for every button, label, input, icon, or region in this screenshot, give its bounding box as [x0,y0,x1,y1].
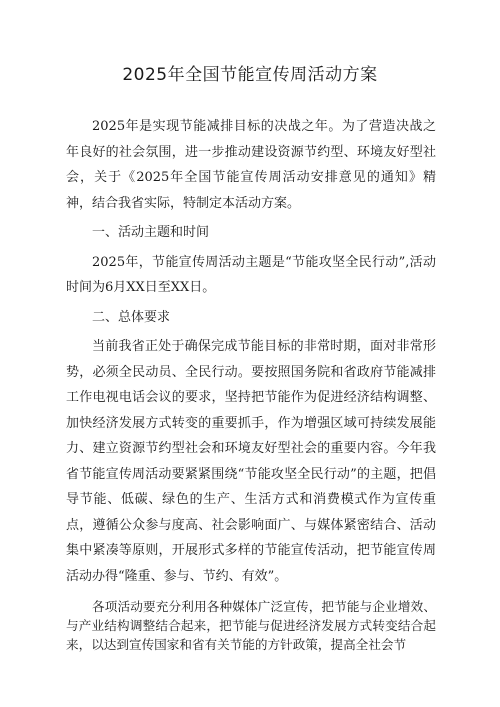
section-heading-requirements: 二、总体要求 [92,309,171,325]
document-title: 2025年全国节能宣传周活动方案 [122,65,378,85]
document-body [66,114,436,658]
paragraph-activities: 各项活动要充分利用各种媒体广泛宣传，把节能与企业增效、与产业结构调整结合起来，把节能与促进经济发展方式转变结合起来，以达到宣传国家和省有关节能的方针政策，提高全社会节 [66,599,436,652]
section-heading-theme-time: 一、活动主题和时间 [92,225,210,240]
paragraph-theme-time: 2025年，节能宣传周活动主题是“节能攻坚全民行动”,活动时间为6月XX日至XX日。 [66,254,436,295]
paragraph-requirements: 当前我省正处于确保完成节能目标的非常时期，面对非常形势，必须全民动员、全民行动。要按照国务院和省政府节能减排工作电视电话会议的要求，坚持把节能作为促进经济结构调整、加快经济发展方式转变的重要抓手，作为增强区域可持续发展能力、建立资源节约型社会和环境友好型社会的重要内容。今年我省节能宣传周活动要紧紧围绕“节能攻坚全民行动”的主题，把倡导节能、低碳、绿色的生产、生活方式和消费模式作为宣传重点，遵循公众参与度高、社会影响面广、与媒体紧密结合、活动集中紧凑等原则，开展形式多样的节能宣传活动，把节能宣传周活动办得“隆重、参与、节约、有效”。 [66,339,436,584]
paragraph-intro: 2025年是实现节能减排目标的决战之年。为了营造决战之年良好的社会氛围，进一步推动建设资源节约型、环境友好型社会，关于《2025年全国节能宣传周活动安排意见的通知》精神，结合我省实际，特制定本活动方案。 [66,119,436,211]
